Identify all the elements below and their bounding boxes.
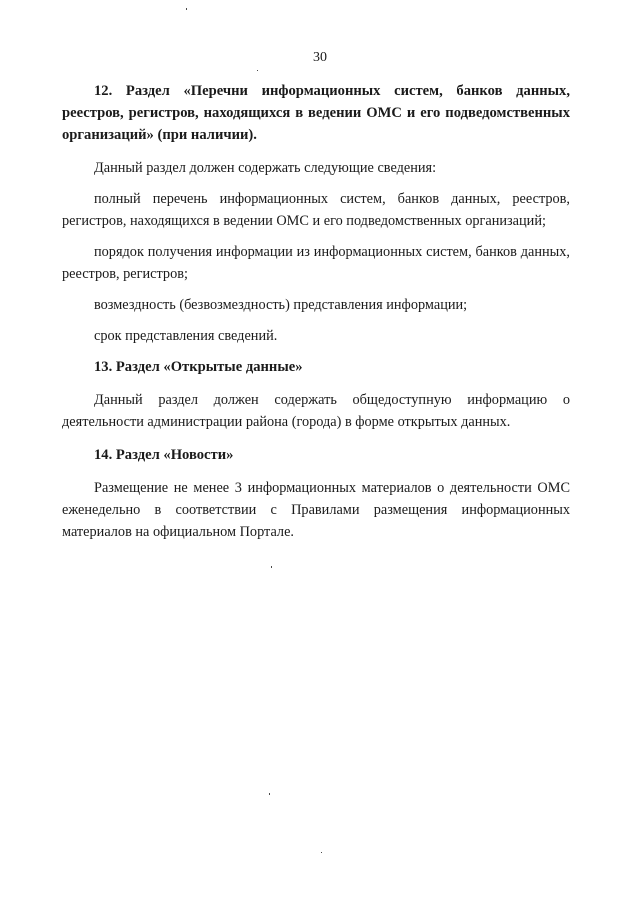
- document-body: [62, 80, 570, 543]
- section-13-paragraph: Данный раздел должен содержать общедоступную информацию о деятельности администрации района (города) в форме открытых данных.: [62, 392, 570, 430]
- scan-speck: [271, 566, 272, 568]
- section-14-paragraph: Размещение не менее 3 информационных материалов о деятельности ОМС еженедельно в соответствии с Правилами размещения информационных материалов на официальном Портале.: [62, 480, 570, 540]
- scan-speck: [257, 70, 258, 71]
- page-number: 30: [313, 50, 327, 65]
- scan-speck: [321, 852, 322, 853]
- section-12-item-deadline: срок представления сведений.: [94, 328, 278, 344]
- section-12-intro: Данный раздел должен содержать следующие сведения:: [94, 160, 437, 176]
- section-14-heading: 14. Раздел «Новости»: [94, 447, 234, 463]
- section-12-heading: 12. Раздел «Перечни информационных систем, банков данных, реестров, регистров, находящихся в ведении ОМС и его подведомственных организаций» (при наличии).: [62, 83, 570, 143]
- section-13-heading: 13. Раздел «Открытые данные»: [94, 359, 303, 375]
- scan-speck: [186, 8, 187, 10]
- section-12-item-payment: возмездность (безвозмездность) представления информации;: [94, 297, 468, 313]
- section-12-item-systems-list: полный перечень информационных систем, банков данных, реестров, регистров, находящихся в ведении ОМС и его подведомственных организаций;: [62, 191, 570, 229]
- scan-speck: [269, 793, 270, 795]
- section-12-item-access-procedure: порядок получения информации из информационных систем, банков данных, реестров, регистров;: [62, 244, 570, 282]
